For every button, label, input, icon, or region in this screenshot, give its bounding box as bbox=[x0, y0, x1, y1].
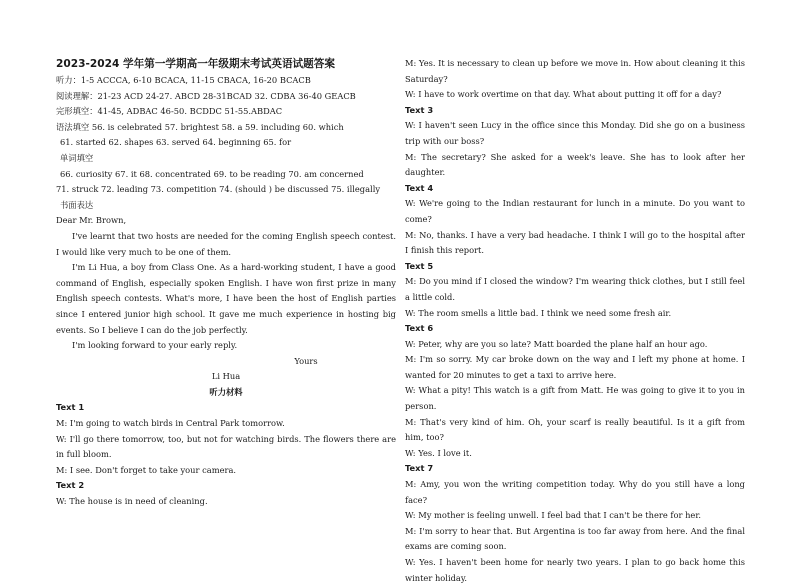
dialogue-line: W: The room smells a little bad. I think we need some fresh air. bbox=[405, 307, 672, 318]
dialogue-line: M: Amy, you won the writing competition today. Why do you still have a long face? bbox=[405, 479, 745, 505]
text-block-1 bbox=[56, 400, 396, 478]
letter-greeting: Dear Mr. Brown, bbox=[56, 215, 127, 226]
letter-closing: Yours bbox=[294, 355, 318, 366]
answer-vocab-line-2: 71. struck 72. leading 73. competition 74. (should ) be discussed 75. illegally bbox=[56, 184, 381, 195]
answer-reading: 阅读理解：21-23 ACD 24-27. ABCD 28-31BCAD 32. CDBA 36-40 GEACB bbox=[56, 90, 356, 101]
dialogue-line: W: We're going to the Indian restaurant for lunch in a minute. Do you want to come? bbox=[405, 198, 745, 224]
text-block-3 bbox=[405, 103, 745, 181]
answer-grammar-line-2: 61. started 62. shapes 63. served 64. beginning 65. for bbox=[60, 137, 292, 148]
dialogue-line: M: No, thanks. I have a very bad headache. I think I will go to the hospital after I finish this report. bbox=[405, 229, 745, 256]
text-label: Text 3 bbox=[405, 104, 434, 115]
text-block-7 bbox=[405, 461, 745, 586]
text-label: Text 2 bbox=[56, 480, 85, 491]
answer-cloze: 完形填空：41-45, ADBAC 46-50. BCDDC 51-55.ABDAC bbox=[56, 106, 283, 117]
writing-heading: 书面表达 bbox=[60, 199, 94, 210]
dialogue-line: W: The house is in need of cleaning. bbox=[56, 496, 208, 507]
text-block-5 bbox=[405, 259, 745, 321]
text-block-2 bbox=[56, 478, 396, 509]
dialogue-line: M: I'm going to watch birds in Central Park tomorrow. bbox=[56, 418, 285, 429]
text-label: Text 7 bbox=[405, 463, 434, 474]
dialogue-line: W: What a pity! This watch is a gift from Matt. He was going to give it to you in person. bbox=[405, 385, 745, 412]
dialogue-line: M: Yes. It is necessary to clean up before we move in. How about cleaning it this Saturday? bbox=[405, 58, 745, 84]
dialogue-line: W: I haven't seen Lucy in the office since this Monday. Did she go on a business trip with our boss? bbox=[405, 120, 745, 146]
text-label: Text 4 bbox=[405, 182, 434, 193]
answer-vocab-line-1: 66. curiosity 67. it 68. concentrated 69. to be reading 70. am concerned bbox=[60, 168, 364, 179]
text-label: Text 1 bbox=[56, 402, 85, 413]
dialogue-line: W: I'll go there tomorrow, too, but not for watching birds. The flowers there are in full bloom. bbox=[56, 433, 396, 460]
answer-grammar-line-1: 语法填空 56. is celebrated 57. brightest 58. a 59. including 60. which bbox=[56, 121, 344, 132]
text-block-4 bbox=[405, 181, 745, 259]
letter-paragraph-3: I'm looking forward to your early reply. bbox=[72, 340, 238, 351]
text-block-6 bbox=[405, 321, 745, 461]
right-column bbox=[405, 56, 745, 586]
dialogue-line: M: That's very kind of him. Oh, your scarf is really beautiful. Is it a gift from him, too? bbox=[405, 416, 745, 443]
dialogue-line: W: My mother is feeling unwell. I feel bad that I can't be there for her. bbox=[405, 510, 702, 521]
dialogue-line: M: I'm sorry to hear that. But Argentina is too far away from here. And the final exams are coming soon. bbox=[405, 525, 745, 552]
letter-signature: Li Hua bbox=[211, 371, 241, 382]
dialogue-line: W: I have to work overtime on that day. What about putting it off for a day? bbox=[405, 89, 722, 100]
letter-paragraph-1: I've learnt that two hosts are needed for the coming English speech contest. I would like very much to be one of them. bbox=[56, 230, 396, 257]
listening-material-heading: 听力材料 bbox=[209, 386, 243, 397]
dialogue-line: M: The secretary? She asked for a week's leave. She has to look after her daughter. bbox=[405, 151, 745, 178]
dialogue-line: M: I'm so sorry. My car broke down on the way and I left my phone at home. I wanted for 20 minutes to get a taxi to arrive here. bbox=[405, 354, 745, 380]
answer-listening: 听力：1-5 ACCCA, 6-10 BCACA, 11-15 CBACA, 16-20 BCACB bbox=[56, 75, 311, 85]
dialogue-line: W: Yes. I love it. bbox=[405, 447, 472, 458]
text-label: Text 5 bbox=[405, 260, 434, 271]
left-column bbox=[56, 56, 396, 510]
dialogue-line: W: Yes. I haven't been home for nearly two years. I plan to go back home this winter holiday. bbox=[405, 557, 745, 583]
page-title: 2023-2024 学年第一学期高一年级期末考试英语试题答案 bbox=[56, 58, 335, 70]
vocab-heading: 单词填空 bbox=[60, 152, 94, 163]
letter-paragraph-2: I'm Li Hua, a boy from Class One. As a hard-working student, I have a good command of English, especially spoken English. I have won first prize in many English speech contests. What's more, I have been the host of English parties since I entered junior high school. It gave me much experience in hosting big events. So I believe I can do the job perfectly. bbox=[56, 262, 396, 335]
text-label: Text 6 bbox=[405, 323, 434, 334]
dialogue-line: M: I see. Don't forget to take your camera. bbox=[56, 464, 237, 475]
dialogue-line: W: Peter, why are you so late? Matt boarded the plane half an hour ago. bbox=[405, 338, 708, 349]
dialogue-line: M: Do you mind if I closed the window? I'm wearing thick clothes, but I still feel a little cold. bbox=[405, 276, 745, 302]
